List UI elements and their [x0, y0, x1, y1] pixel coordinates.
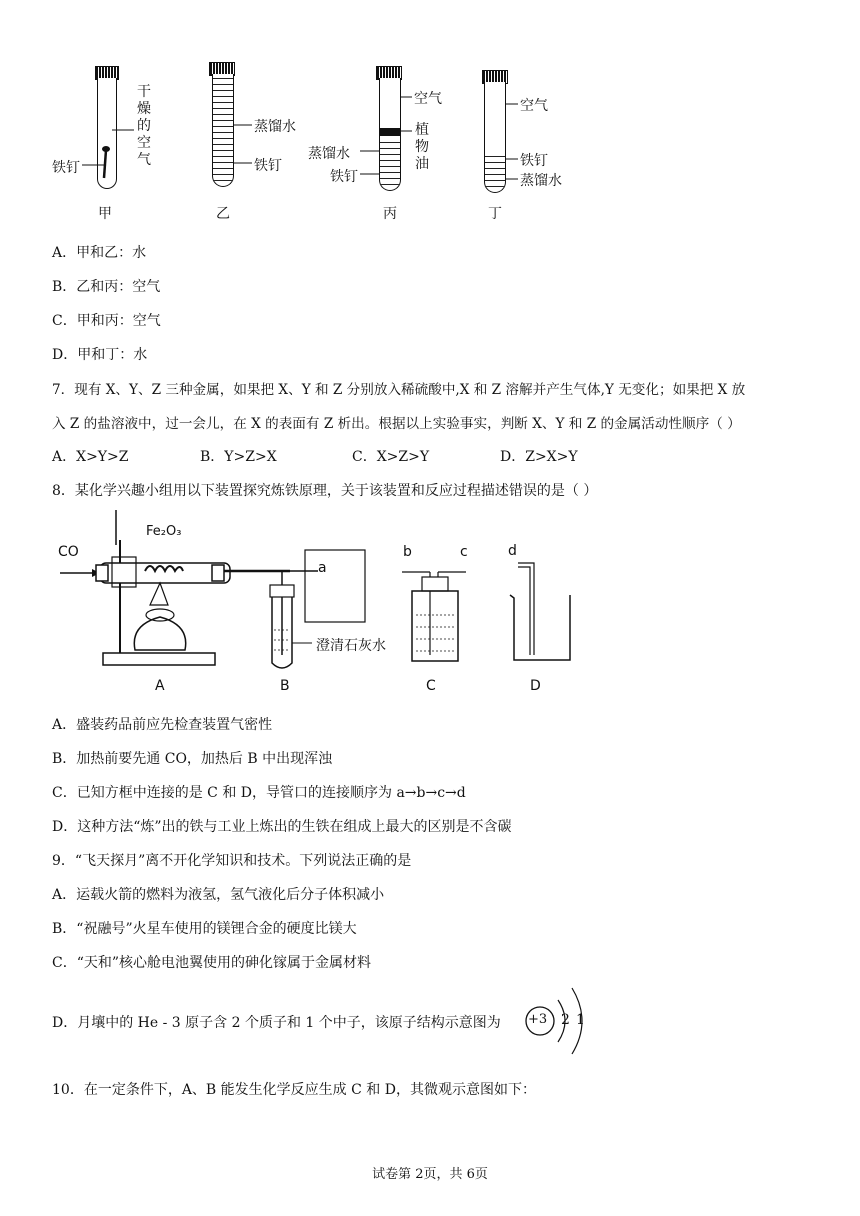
label-fe2o3: Fe₂O₃ [146, 524, 182, 539]
label-nail: 铁钉 [520, 153, 548, 169]
label-distilled-water: 蒸馏水 [254, 119, 296, 135]
test-tube-bing [379, 78, 401, 191]
q9-stem: 9．“飞天探月”离不开化学知识和技术。下列说法正确的是 [52, 853, 412, 869]
atom-structure-diagram [520, 980, 600, 1060]
q7-option-c: C．X>Z>Y [352, 449, 430, 465]
label-distilled-water: 蒸馏水 [308, 146, 350, 162]
q6-option-d: D．甲和丁：水 [52, 347, 148, 363]
tube-drawings [0, 0, 860, 230]
label-air: 空气 [520, 98, 548, 114]
caption-c: C [426, 678, 436, 694]
label-port-d: d [508, 543, 517, 559]
q6-option-b: B．乙和丙：空气 [52, 279, 161, 295]
label-nail: 铁钉 [254, 158, 282, 174]
nucleus-charge: +3 [528, 1012, 548, 1027]
q8-stem: 8．某化学兴趣小组用以下装置探究炼铁原理，关于该装置和反应过程描述错误的是（ ） [52, 483, 598, 499]
caption-yi: 乙 [216, 206, 230, 222]
label-nail: 铁钉 [330, 169, 358, 185]
q9-option-b: B．“祝融号”火星车使用的镁锂合金的硬度比镁大 [52, 921, 357, 937]
q8-option-b: B．加热前要先通 CO，加热后 B 中出现浑浊 [52, 751, 333, 767]
label-port-c: c [460, 544, 468, 560]
label-limewater: 澄清石灰水 [316, 638, 386, 654]
q8-option-c: C．已知方框中连接的是 C 和 D，导管口的连接顺序为 a→b→c→d [52, 785, 466, 801]
caption-ding: 丁 [488, 206, 502, 222]
q8-option-d: D．这种方法“炼”出的铁与工业上炼出的生铁在组成上最大的区别是不含碳 [52, 819, 512, 835]
label-co: CO [58, 544, 79, 560]
test-tube-ding [484, 82, 506, 193]
q7-option-d: D．Z>X>Y [500, 449, 578, 465]
q7-stem-line2: 入 Z 的盐溶液中，过一会儿，在 X 的表面有 Z 析出。根据以上实验事实，判断 X、Y 和 Z 的金属活动性顺序（ ） [52, 416, 741, 432]
q8-option-a: A．盛装药品前应先检查装置气密性 [52, 717, 273, 733]
label-distilled-water: 蒸馏水 [520, 173, 562, 189]
q6-option-c: C．甲和丙：空气 [52, 313, 161, 329]
caption-jia: 甲 [98, 206, 112, 222]
q9-option-a: A．运载火箭的燃料为液氢，氢气液化后分子体积减小 [52, 887, 385, 903]
label-air: 空气 [414, 91, 442, 107]
shell1-electrons: 2 [561, 1012, 570, 1028]
caption-bing: 丙 [383, 206, 397, 222]
label-vegetable-oil: 植 物 油 [415, 122, 429, 172]
q9-option-d: D．月壤中的 He - 3 原子含 2 个质子和 1 个中子，该原子结构示意图为 [52, 1015, 501, 1031]
apparatus-drawing [0, 505, 860, 705]
label-port-a: a [318, 560, 327, 576]
shell2-electrons: 1 [576, 1012, 585, 1028]
q9-option-c: C．“天和”核心舱电池翼使用的砷化镓属于金属材料 [52, 955, 372, 971]
test-tube-yi [212, 74, 234, 187]
q10-stem: 10．在一定条件下，A、B 能发生化学反应生成 C 和 D，其微观示意图如下： [52, 1082, 536, 1098]
q6-option-a: A．甲和乙：水 [52, 245, 147, 261]
caption-a: A [155, 678, 165, 694]
oil-layer [380, 128, 400, 136]
label-port-b: b [403, 544, 412, 560]
q7-stem-line1: 7．现有 X、Y、Z 三种金属，如果把 X、Y 和 Z 分别放入稀硫酸中,X 和 Z 溶解并产生气体,Y 无变化；如果把 X 放 [52, 382, 746, 398]
label-nail: 铁钉 [52, 160, 80, 176]
page-footer: 试卷第 2页，共 6页 [372, 1167, 488, 1182]
caption-d: D [530, 678, 541, 694]
q7-option-a: A．X>Y>Z [52, 449, 129, 465]
caption-b: B [280, 678, 290, 694]
label-dry-air: 干 燥 的 空 气 [137, 84, 151, 168]
q7-option-b: B．Y>Z>X [200, 449, 277, 465]
